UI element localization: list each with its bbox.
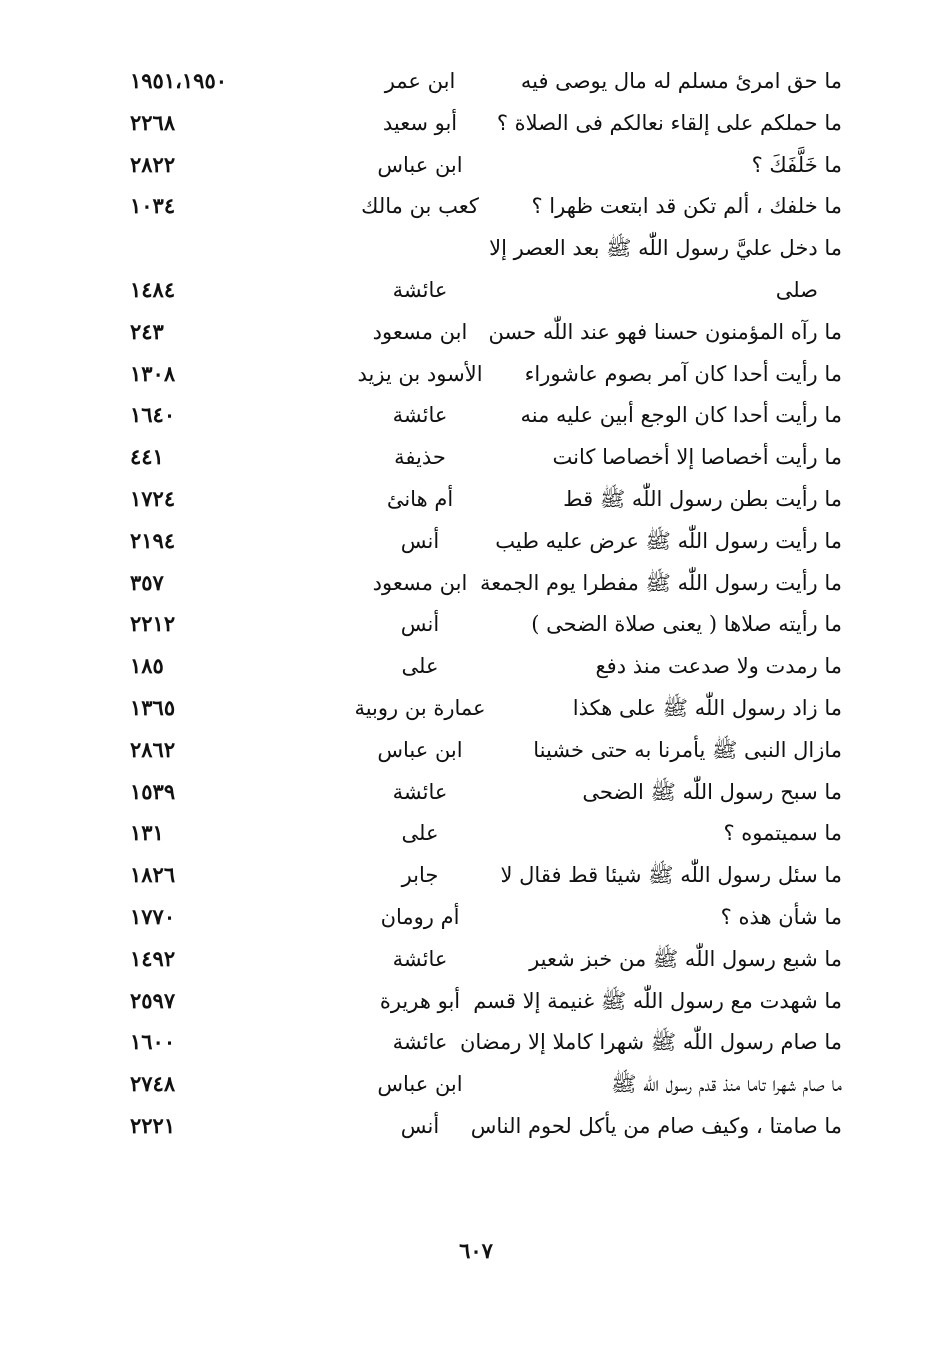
index-row (100, 229, 860, 271)
hadith-number: ١٦٠٠ (130, 1029, 176, 1055)
hadith-text: ما سبح رسول اللّٰه ﷺ الضحى (582, 779, 842, 804)
index-row (100, 814, 860, 856)
hadith-number: ١٦٤٠ (130, 402, 176, 428)
hadith-number: ٢٨٢٢ (130, 151, 176, 177)
index-row (100, 104, 860, 146)
hadith-number: ٢١٩٤ (130, 527, 176, 553)
narrator-name: ابن عباس (377, 737, 463, 762)
narrator-name: عمارة بن روبية (354, 695, 486, 720)
hadith-text: ما خَلَّفَكَ ؟ (751, 152, 842, 177)
narrator-name: ابن عباس (377, 1072, 463, 1097)
index-row (100, 898, 860, 940)
index-row (100, 1107, 860, 1149)
index-row (100, 940, 860, 982)
hadith-text: ما سميتموه ؟ (723, 821, 842, 846)
hadith-text: ما سئل رسول اللّٰه ﷺ شيئا قط فقال لا (500, 863, 842, 888)
hadith-text: ما شبع رسول اللّٰه ﷺ من خبز شعير (529, 946, 842, 971)
narrator-name: ابن مسعود (372, 570, 468, 595)
hadith-text: مازال النبى ﷺ يأمرنا به حتى خشينا (533, 737, 842, 762)
narrator-name: على (401, 821, 439, 846)
hadith-number: ١٥٣٩ (130, 778, 176, 804)
page-number: ٦٠٧ (459, 1238, 493, 1263)
index-row (100, 480, 860, 522)
narrator-name: عائشة (392, 779, 448, 804)
hadith-text: ما رأيت رسول اللّٰه ﷺ عرض عليه طيب (495, 528, 842, 553)
hadith-number: ١٤٨٤ (130, 276, 176, 302)
hadith-number: ٤٤١ (130, 444, 164, 470)
hadith-index-list (100, 62, 860, 1149)
narrator-name: جابر (401, 863, 439, 888)
narrator-name: عائشة (392, 403, 448, 428)
hadith-text: ما دخل عليَّ رسول اللّٰه ﷺ بعد العصر إلا (489, 236, 842, 261)
hadith-text: ما شهدت مع رسول اللّٰه ﷺ غنيمة إلا قسم (473, 988, 842, 1013)
narrator-name: عائشة (392, 946, 448, 971)
narrator-name: ابن مسعود (372, 319, 468, 344)
index-row (100, 856, 860, 898)
narrator-name: ابن عمر (384, 69, 456, 93)
hadith-text: ما صام شهرا تاما منذ قدم رسول اللّٰه ﷺ (611, 1072, 842, 1097)
hadith-text: ما رأيته صلاها ( يعنى صلاة الضحى ) (531, 612, 842, 637)
hadith-number: ١٣٠٨ (130, 360, 176, 386)
narrator-name: كعب بن مالك (361, 194, 479, 219)
hadith-number: ٢٢٦٨ (130, 109, 176, 135)
index-row (100, 731, 860, 773)
index-row (100, 396, 860, 438)
hadith-text: ما رأيت أحدا كان الوجع أبين عليه منه (520, 403, 842, 428)
hadith-text-continuation: صلى (775, 277, 818, 302)
hadith-number: ٢٤٣ (130, 318, 164, 344)
hadith-number: ٢٢٢١ (130, 1112, 176, 1138)
narrator-name: على (401, 654, 439, 679)
hadith-text: ما صامتا ، وكيف صام من يأكل لحوم الناس (470, 1113, 842, 1138)
index-row (100, 982, 860, 1024)
narrator-name: عائشة (392, 1030, 448, 1055)
hadith-text: ما رأيت أخصاصا إلا أخصاصا كانت (552, 445, 842, 470)
hadith-number: ١٨٥ (130, 653, 164, 679)
hadith-text: ما صام رسول اللّٰه ﷺ شهرا كاملا إلا رمضان (459, 1030, 842, 1055)
hadith-number: ٢٥٩٧ (130, 987, 176, 1013)
hadith-number: ٣٥٧ (130, 569, 164, 595)
hadith-text: ما شأن هذه ؟ (720, 904, 842, 929)
hadith-text: ما رأيت بطن رسول اللّٰه ﷺ قط (563, 486, 842, 511)
index-row (100, 313, 860, 355)
narrator-name: حذيفة (394, 445, 446, 470)
index-row (100, 564, 860, 606)
index-row (100, 438, 860, 480)
hadith-number: ١٧٧٠ (130, 903, 176, 929)
index-row (100, 689, 860, 731)
index-row (100, 271, 860, 313)
narrator-name: عائشة (392, 277, 448, 302)
hadith-number: ١٩٥١،١٩٥٠ (130, 68, 228, 93)
hadith-text: ما رمدت ولا صدعت منذ دفع (595, 654, 842, 679)
index-row (100, 187, 860, 229)
index-row (100, 62, 860, 104)
hadith-text: ما زاد رسول اللّٰه ﷺ على هكذا (572, 695, 842, 720)
index-row (100, 355, 860, 397)
hadith-number: ٢٨٦٢ (130, 736, 176, 762)
index-row (100, 1065, 860, 1107)
narrator-name: أم هانئ (386, 486, 454, 511)
narrator-name: أم رومان (380, 904, 460, 929)
hadith-number: ١٠٣٤ (130, 193, 176, 219)
hadith-number: ١٨٢٦ (130, 862, 176, 888)
hadith-number: ١٤٩٢ (130, 945, 176, 971)
narrator-name: أبو هريرة (379, 988, 461, 1013)
narrator-name: ابن عباس (377, 152, 463, 177)
narrator-name: أبو سعيد (382, 110, 458, 135)
hadith-number: ١٣٦٥ (130, 694, 176, 720)
hadith-text: ما رأيت أحدا كان آمر بصوم عاشوراء (524, 361, 842, 386)
index-row (100, 146, 860, 188)
index-row (100, 773, 860, 815)
index-row (100, 522, 860, 564)
narrator-name: أنس (400, 528, 440, 553)
index-row (100, 1023, 860, 1065)
narrator-name: أنس (400, 612, 440, 637)
narrator-name: أنس (400, 1113, 440, 1138)
hadith-number: ٢٧٤٨ (130, 1071, 176, 1097)
index-row (100, 605, 860, 647)
hadith-text: ما رآه المؤمنون حسنا فهو عند اللّٰه حسن (488, 319, 842, 344)
hadith-text: ما حملكم على إلقاء نعالكم فى الصلاة ؟ (496, 110, 842, 135)
hadith-text: ما رأيت رسول اللّٰه ﷺ مفطرا يوم الجمعة (479, 570, 842, 595)
narrator-name: الأسود بن يزيد (357, 361, 483, 386)
hadith-number: ١٧٢٤ (130, 485, 176, 511)
hadith-number: ٢٢١٢ (130, 611, 176, 637)
index-row (100, 647, 860, 689)
hadith-text: ما حق امرئ مسلم له مال يوصى فيه (520, 69, 842, 93)
hadith-number: ١٣١ (130, 820, 164, 846)
hadith-text: ما خلفك ، ألم تكن قد ابتعت ظهرا ؟ (531, 194, 842, 219)
